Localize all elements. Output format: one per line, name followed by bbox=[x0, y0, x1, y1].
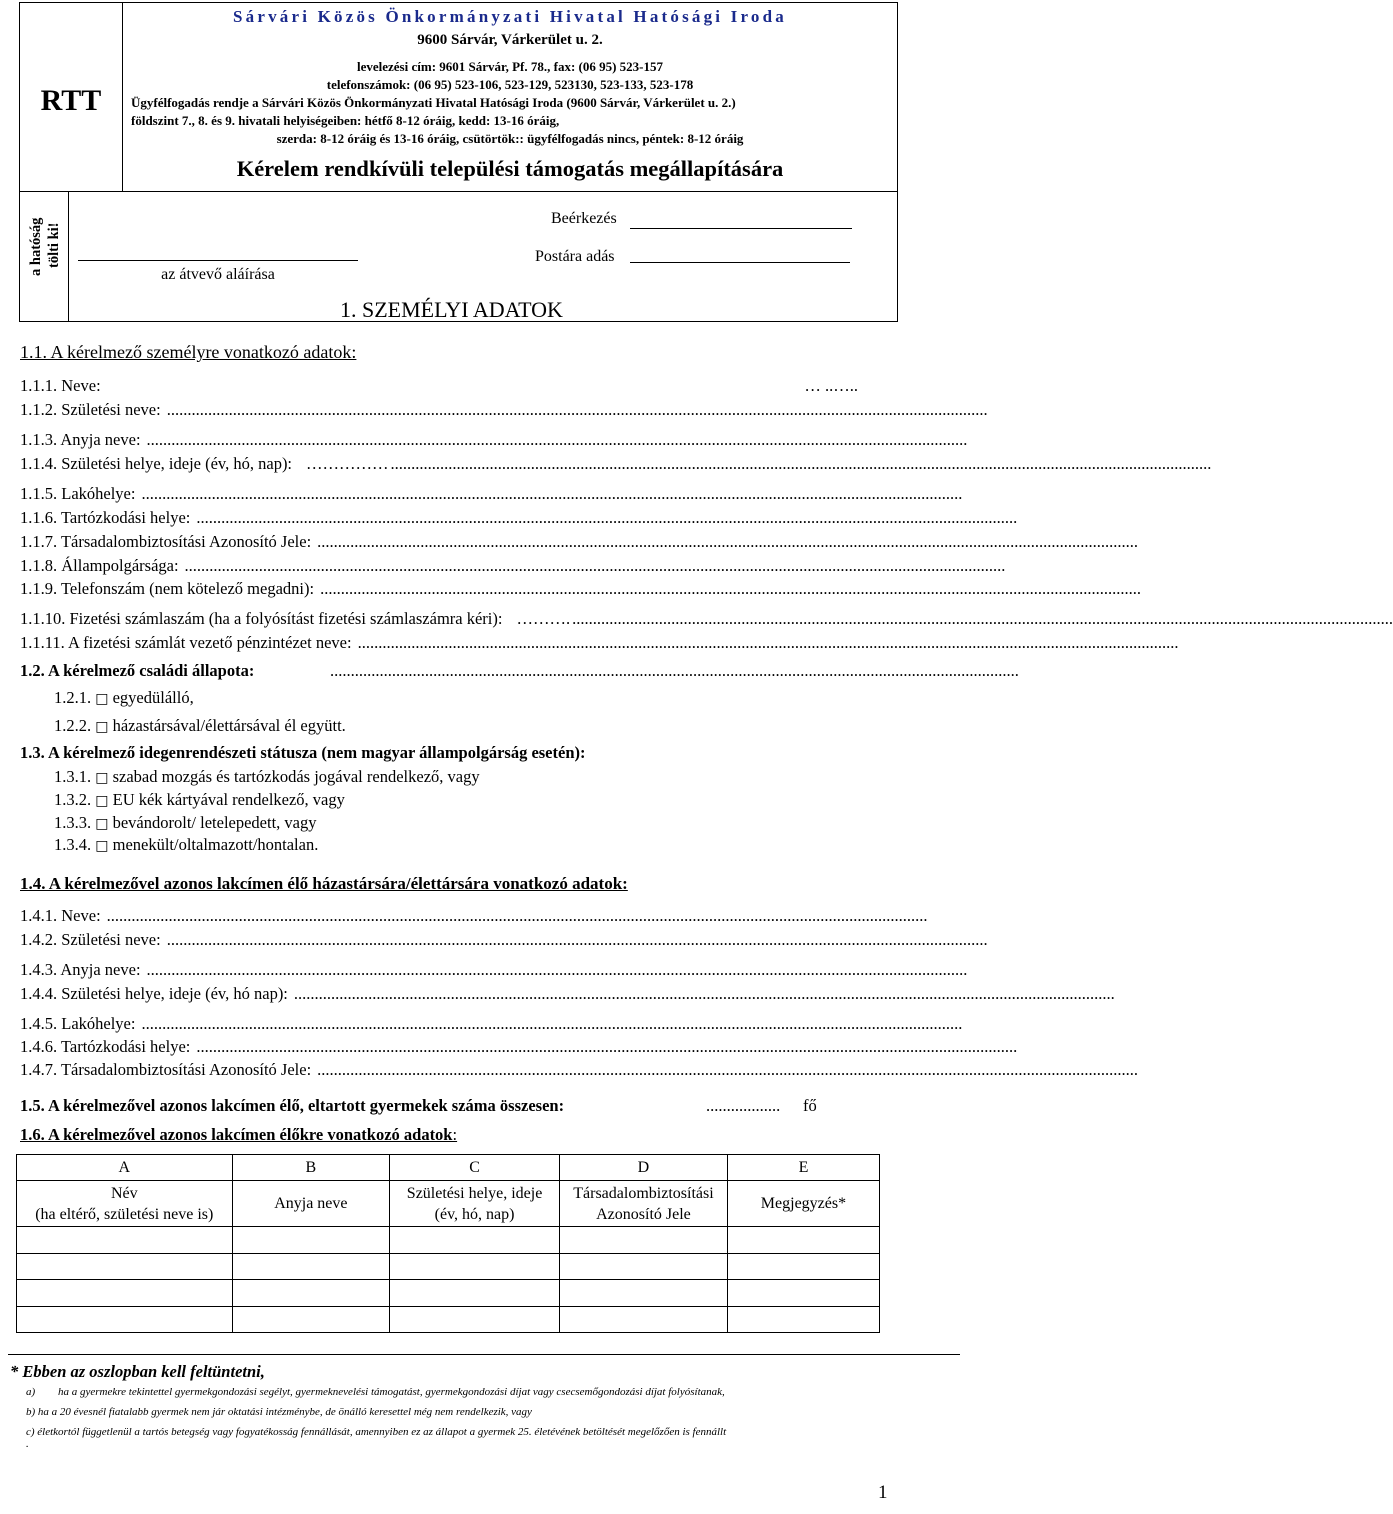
form-field bbox=[20, 400, 161, 420]
field-input[interactable]: ....................................................................................................................................................................................................... bbox=[166, 930, 988, 949]
section-1-6-title bbox=[20, 1125, 457, 1145]
field-number: 1.4.3. bbox=[20, 960, 58, 979]
table-cell[interactable] bbox=[232, 1227, 390, 1254]
field-label: Társadalombiztosítási Azonosító Jele: bbox=[60, 1060, 312, 1079]
field-number: 1.1.2. bbox=[20, 400, 58, 419]
table-cell[interactable] bbox=[17, 1280, 233, 1307]
table-cell[interactable] bbox=[560, 1280, 728, 1307]
field-number: 1.4.5. bbox=[20, 1014, 58, 1033]
marital-status-field[interactable]: ....................................................................................................................................................................... bbox=[330, 661, 1019, 680]
checkbox-icon[interactable]: □ bbox=[95, 719, 109, 735]
option-label: szabad mozgás és tartózkodás jogával rendelkező, vagy bbox=[112, 767, 480, 786]
form-field bbox=[20, 376, 101, 396]
option-row bbox=[54, 790, 345, 810]
table-cell[interactable] bbox=[727, 1280, 879, 1307]
post-field[interactable] bbox=[630, 262, 850, 263]
column-letter: D bbox=[560, 1155, 728, 1181]
table-cell[interactable] bbox=[727, 1227, 879, 1254]
footnote-c: c) életkortól függetlenül a tartós betegség vagy fogyatékosság fennállását, amennyiben ez az állapot a gyermek 25. életévének betöltését megelőzően is fennállt bbox=[26, 1426, 727, 1438]
section-number: 1.3. bbox=[20, 743, 45, 762]
logo-text: RTT bbox=[40, 84, 102, 117]
option-number: 1.2.1. bbox=[54, 688, 92, 707]
field-label: Neve: bbox=[61, 376, 101, 395]
option-label: menekült/oltalmazott/hontalan. bbox=[112, 835, 319, 854]
table-cell[interactable] bbox=[232, 1306, 390, 1333]
option-label: házastársával/élettársával él együtt. bbox=[112, 716, 346, 735]
form-field bbox=[20, 1037, 190, 1057]
column-header-line: Megjegyzés* bbox=[760, 1195, 847, 1212]
field-number: 1.4.2. bbox=[20, 930, 58, 949]
field-input[interactable]: ....................................................................................................................................................................................................... bbox=[106, 906, 928, 925]
checkbox-icon[interactable]: □ bbox=[95, 691, 109, 707]
section-1-2-title bbox=[20, 661, 254, 681]
form-field bbox=[20, 430, 141, 450]
table-cell[interactable] bbox=[390, 1280, 560, 1307]
field-number: 1.4.7. bbox=[20, 1060, 58, 1079]
field-number: 1.1.4. bbox=[20, 454, 58, 473]
divider bbox=[68, 191, 69, 322]
field-input[interactable]: ....................................................................................................................................................................................................... bbox=[390, 454, 1212, 473]
office-address: 9600 Sárvár, Várkerület u. 2. bbox=[417, 32, 603, 48]
field-label: Születési neve: bbox=[61, 930, 161, 949]
form-field bbox=[20, 984, 288, 1004]
form-field bbox=[20, 633, 352, 653]
option-label: egyedülálló, bbox=[112, 688, 194, 707]
field-number: 1.1.10. bbox=[20, 609, 66, 628]
table-cell[interactable] bbox=[560, 1253, 728, 1280]
field-number: 1.1.6. bbox=[20, 508, 58, 527]
footnote-a: ha a gyermekre tekintettel gyermekgondozási segélyt, gyermeknevelési támogatást, gyermekgondozási díjat vagy csecsemőgondozási díjat folyósítanak, bbox=[58, 1386, 725, 1398]
checkbox-icon[interactable]: □ bbox=[95, 793, 109, 809]
mailing-address: levelezési cím: 9601 Sárvár, Pf. 78., fax: (06 95) 523-157 bbox=[356, 59, 664, 74]
field-number: 1.1.5. bbox=[20, 484, 58, 503]
table-cell[interactable] bbox=[560, 1306, 728, 1333]
divider bbox=[122, 2, 123, 192]
field-label: Társadalombiztosítási Azonosító Jele: bbox=[60, 532, 312, 551]
table-cell[interactable] bbox=[727, 1253, 879, 1280]
field-label: Születési neve: bbox=[61, 400, 161, 419]
section-label: A kérelmező idegenrendészeti státusza (nem magyar állampolgárság esetén): bbox=[47, 743, 586, 762]
field-input[interactable]: ....................................................................................................................................................................................................... bbox=[572, 609, 1393, 628]
field-tail: …………… bbox=[306, 454, 389, 473]
option-number: 1.3.2. bbox=[54, 790, 92, 809]
footnote-a-marker: a) bbox=[26, 1386, 36, 1398]
field-number: 1.1.3. bbox=[20, 430, 58, 449]
office-name: Sárvári Közös Önkormányzati Hivatal Hatósági Iroda bbox=[233, 7, 787, 26]
field-label: Anyja neve: bbox=[60, 430, 141, 449]
table-cell[interactable] bbox=[232, 1253, 390, 1280]
option-row bbox=[54, 767, 480, 787]
signature-line[interactable] bbox=[78, 260, 358, 261]
column-header bbox=[560, 1181, 728, 1227]
option-label: EU kék kártyával rendelkező, vagy bbox=[112, 790, 345, 809]
field-number: 1.1.1. bbox=[20, 376, 58, 395]
section-1-3-title bbox=[20, 743, 586, 763]
authority-note bbox=[24, 206, 64, 276]
office-hours-line2: földszint 7., 8. és 9. hivatali helyiségeiben: hétfő 8-12 óráig, kedd: 13-16 óráig, bbox=[131, 113, 560, 128]
column-header-line: Társadalombiztosítási bbox=[573, 1184, 714, 1202]
form-field bbox=[20, 609, 502, 629]
field-number: 1.1.8. bbox=[20, 556, 58, 575]
authority-note-line1: a hatóság bbox=[28, 217, 44, 276]
page-number: 1 bbox=[878, 1482, 888, 1503]
column-letter: C bbox=[390, 1155, 560, 1181]
arrival-field[interactable] bbox=[630, 228, 852, 229]
field-label: Tartózkodási helye: bbox=[60, 508, 191, 527]
checkbox-icon[interactable]: □ bbox=[95, 816, 109, 832]
household-table bbox=[16, 1154, 880, 1333]
field-label: Anyja neve: bbox=[60, 960, 141, 979]
field-input[interactable]: ....................................................................................................................................................................................................... bbox=[146, 430, 968, 449]
table-cell[interactable] bbox=[17, 1253, 233, 1280]
field-input[interactable]: ....................................................................................................................................................................................................... bbox=[141, 484, 963, 503]
table-row bbox=[17, 1280, 880, 1307]
option-row bbox=[54, 716, 346, 736]
field-input[interactable]: ....................................................................................................................................................................................................... bbox=[141, 1014, 963, 1033]
table-header-row bbox=[17, 1181, 880, 1227]
arrival-label: Beérkezés bbox=[551, 210, 617, 227]
column-header bbox=[390, 1181, 560, 1227]
section-1-5-title: 1.5. A kérelmezővel azonos lakcímen élő, eltartott gyermekek száma összesen: bbox=[20, 1096, 565, 1115]
field-number: 1.1.11. bbox=[20, 633, 65, 652]
option-label: bevándorolt/ letelepedett, vagy bbox=[112, 813, 317, 832]
form-title: Kérelem rendkívüli települési támogatás megállapítására bbox=[236, 156, 784, 181]
field-label: Fizetési számlaszám (ha a folyósítást fizetési számlaszámra kéri): bbox=[69, 609, 503, 628]
column-header bbox=[232, 1181, 390, 1227]
option-number: 1.3.3. bbox=[54, 813, 92, 832]
checkbox-icon[interactable]: □ bbox=[95, 838, 109, 854]
table-letter-row bbox=[17, 1155, 880, 1181]
field-label: Lakóhelye: bbox=[61, 1014, 136, 1033]
form-field bbox=[20, 508, 190, 528]
table-row bbox=[17, 1253, 880, 1280]
table-row bbox=[17, 1306, 880, 1333]
field-label: Születési helye, ideje (év, hó nap): bbox=[61, 984, 288, 1003]
field-label: Lakóhelye: bbox=[61, 484, 136, 503]
table-cell[interactable] bbox=[17, 1227, 233, 1254]
field-number: 1.4.4. bbox=[20, 984, 58, 1003]
form-field bbox=[20, 579, 314, 599]
footnote-title: * Ebben az oszlopban kell feltüntetni, bbox=[10, 1362, 265, 1381]
field-label: Neve: bbox=[61, 906, 101, 925]
field-input[interactable]: ....................................................................................................................................................................................................... bbox=[317, 1060, 1139, 1079]
section-label: 1.6. A kérelmezővel azonos lakcímen élőkre vonatkozó adatok bbox=[20, 1125, 453, 1144]
option-number: 1.3.4. bbox=[54, 835, 92, 854]
option-number: 1.2.2. bbox=[54, 716, 92, 735]
form-field bbox=[20, 1060, 311, 1080]
form-field bbox=[20, 556, 179, 576]
field-tail: ………. bbox=[516, 609, 571, 628]
form-field bbox=[20, 1014, 135, 1034]
table-row bbox=[17, 1227, 880, 1254]
table-cell[interactable] bbox=[560, 1227, 728, 1254]
field-input[interactable]: ....................................................................................................................................................................................................... bbox=[317, 532, 1139, 551]
column-letter: B bbox=[232, 1155, 390, 1181]
column-header-line: Anyja neve bbox=[274, 1195, 348, 1212]
form-field bbox=[20, 906, 101, 926]
section-1-1-title: 1.1. A kérelmező személyre vonatkozó adatok: bbox=[20, 342, 357, 362]
form-field bbox=[20, 960, 141, 980]
section-label: A kérelmező családi állapota: bbox=[47, 661, 255, 680]
table-cell[interactable] bbox=[390, 1306, 560, 1333]
table-cell[interactable] bbox=[17, 1306, 233, 1333]
column-header bbox=[727, 1181, 879, 1227]
table-cell[interactable] bbox=[390, 1227, 560, 1254]
field-number: 1.4.6. bbox=[20, 1037, 58, 1056]
field-label: Állampolgársága: bbox=[61, 556, 179, 575]
signature-label: az átvevő aláírása bbox=[161, 266, 275, 283]
field-input[interactable]: ....................................................................................................................................................................................................... bbox=[196, 508, 1018, 527]
option-row bbox=[54, 835, 318, 855]
table-cell[interactable] bbox=[390, 1253, 560, 1280]
column-header-line: Azonosító Jele bbox=[596, 1205, 691, 1223]
column-letter: A bbox=[17, 1155, 233, 1181]
office-hours-line1: Ügyfélfogadás rendje a Sárvári Közös Önkormányzati Hivatal Hatósági Iroda (9600 Sárvár, Várkerület u. 2.) bbox=[131, 95, 736, 110]
checkbox-icon[interactable]: □ bbox=[95, 770, 109, 786]
field-input[interactable]: … ..….. bbox=[804, 376, 858, 395]
field-number: 1.4.1. bbox=[20, 906, 58, 925]
column-header-line: (év, hó, nap) bbox=[434, 1205, 515, 1223]
divider bbox=[19, 191, 898, 192]
option-row bbox=[54, 813, 317, 833]
field-input[interactable]: ....................................................................................................................................................................................................... bbox=[320, 579, 1141, 598]
footnote-rule bbox=[8, 1354, 960, 1355]
field-input[interactable]: ....................................................................................................................................................................................................... bbox=[166, 400, 988, 419]
field-input[interactable]: ....................................................................................................................................................................................................... bbox=[146, 960, 968, 979]
office-hours-line3: szerda: 8-12 óráig és 13-16 óráig, csütörtök:: ügyfélfogadás nincs, péntek: 8-12 óráig bbox=[276, 131, 744, 146]
table-cell[interactable] bbox=[727, 1306, 879, 1333]
section-number: 1.2. bbox=[20, 661, 45, 680]
section-1-4-title: 1.4. A kérelmezővel azonos lakcímen élő házastársára/élettársára vonatkozó adatok: bbox=[20, 874, 628, 893]
form-field bbox=[20, 484, 135, 504]
form-field bbox=[20, 454, 292, 474]
field-input[interactable]: ....................................................................................................................................................................................................... bbox=[196, 1037, 1018, 1056]
section-title: 1. SZEMÉLYI ADATOK bbox=[340, 297, 563, 322]
column-header-line: Név bbox=[110, 1184, 138, 1202]
field-input[interactable]: ....................................................................................................................................................................................................... bbox=[293, 984, 1115, 1003]
field-label: Tartózkodási helye: bbox=[60, 1037, 191, 1056]
column-header bbox=[17, 1181, 233, 1227]
field-number: 1.1.9. bbox=[20, 579, 58, 598]
footnote-trailing: . bbox=[26, 1438, 29, 1450]
colon: : bbox=[452, 1125, 458, 1144]
field-number: 1.1.7. bbox=[20, 532, 58, 551]
post-label: Postára adás bbox=[535, 248, 615, 265]
field-label: A fizetési számlát vezető pénzintézet neve: bbox=[67, 633, 352, 652]
table-cell[interactable] bbox=[232, 1280, 390, 1307]
form-field bbox=[20, 532, 311, 552]
form-field bbox=[20, 930, 161, 950]
field-input[interactable]: ....................................................................................................................................................................................................... bbox=[184, 556, 1006, 575]
field-label: Születési helye, ideje (év, hó, nap): bbox=[61, 454, 293, 473]
children-count-unit: fő bbox=[803, 1096, 817, 1115]
field-label: Telefonszám (nem kötelező megadni): bbox=[60, 579, 315, 598]
footnote-b: b) ha a 20 évesnél fiatalabb gyermek nem jár oktatási intézménybe, de önálló keresettel még nem rendelkezik, vagy bbox=[26, 1406, 532, 1418]
option-row bbox=[54, 688, 194, 708]
option-number: 1.3.1. bbox=[54, 767, 92, 786]
authority-note-line2: tölti ki! bbox=[46, 222, 62, 268]
column-header-line: (ha eltérő, születési neve is) bbox=[35, 1205, 214, 1223]
children-count-field[interactable]: .................. bbox=[706, 1096, 781, 1115]
column-letter: E bbox=[727, 1155, 879, 1181]
field-input[interactable]: ....................................................................................................................................................................................................... bbox=[357, 633, 1179, 652]
phone-numbers: telefonszámok: (06 95) 523-106, 523-129, 523130, 523-133, 523-178 bbox=[326, 77, 694, 92]
column-header-line: Születési helye, ideje bbox=[406, 1184, 543, 1202]
